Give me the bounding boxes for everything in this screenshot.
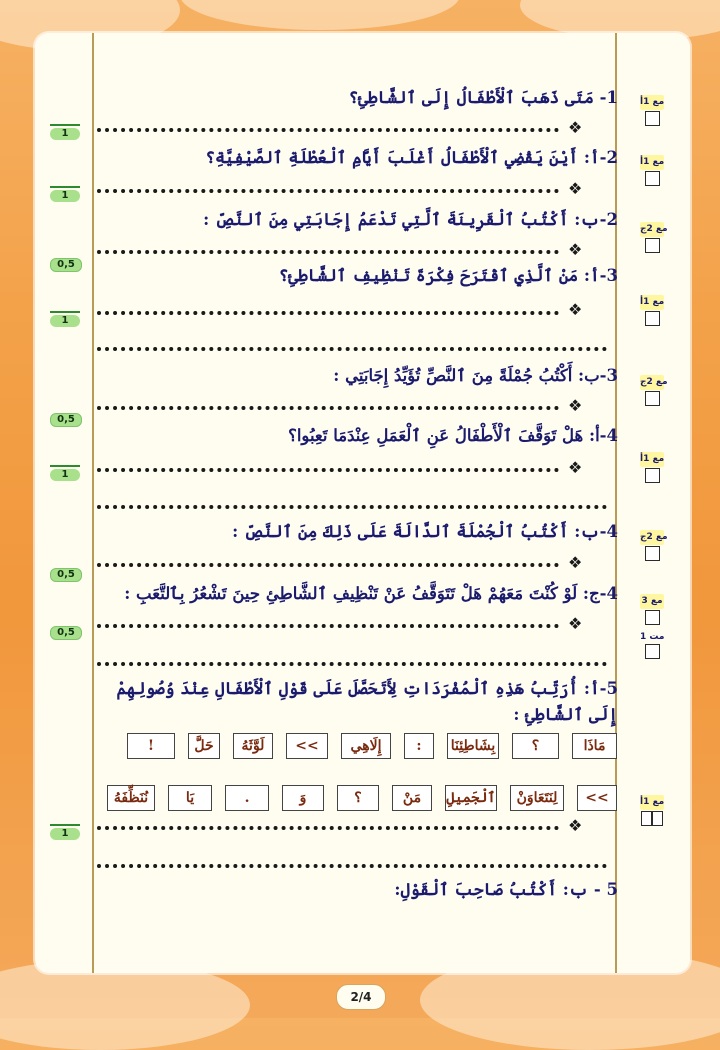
criterion-box[interactable]: مع 1أ — [640, 295, 664, 326]
bullet-icon: ❖ — [568, 300, 583, 319]
bullet-icon: ❖ — [568, 458, 583, 477]
bullet-icon: ❖ — [568, 614, 583, 633]
answer-line[interactable] — [97, 654, 607, 666]
word-tile[interactable]: بِشَاطِئِنَا — [447, 733, 499, 759]
word-tile[interactable]: ٱلْجَمِيلِ — [445, 785, 497, 811]
word-tiles-row — [127, 733, 617, 759]
word-tile[interactable]: >> — [577, 785, 617, 811]
word-tile[interactable]: >> — [286, 733, 328, 759]
answer-line[interactable] — [97, 120, 559, 132]
cloud-decoration — [0, 960, 250, 1050]
answer-line[interactable] — [97, 818, 559, 830]
answer-line[interactable] — [97, 242, 559, 254]
word-tile[interactable]: يَا — [168, 785, 212, 811]
score-badge: 1 — [50, 190, 80, 202]
score-badge: 1 — [50, 315, 80, 327]
bullet-icon: ❖ — [568, 396, 583, 415]
answer-line[interactable] — [97, 303, 559, 315]
criterion-box[interactable]: مت 1 — [640, 632, 664, 659]
question-5a: 5-أ: أُرَتِّبُ هَذِهِ ٱلْمُفْرَدَاتِ لِأَتَحَصَّلَ عَلَى قَوْلِ ٱلْأَطْفَالِ عِنْدَ وُصُولِهِمْ إِلَى ٱلشَّاطِئِ : — [116, 679, 618, 724]
score-badge: 0,5 — [50, 568, 82, 582]
question-3b: 3-ب: أَكْتُبُ جُمْلَةً مِنَ ٱلنَّصِّ تُؤَيِّدُ إِجَابَتِي : — [333, 366, 618, 385]
word-tile[interactable]: لِنَتَعَاوَنْ — [510, 785, 564, 811]
question-4c: 4-ج: لَوْ كُنْتَ مَعَهُمْ هَلْ تَتَوَقَّفُ عَنْ تَنْظِيفِ ٱلشَّاطِئِ حِينَ تَشْعُرُ بِٱلتَّعَبِ : — [124, 584, 618, 603]
word-tiles-row — [107, 785, 617, 811]
question-4a: 4-أ: هَلْ تَوَقَّفَ ٱلْأَطْفَالُ عَنِ ٱلْعَمَلِ عِنْدَمَا تَعِبُوا؟ — [288, 426, 618, 445]
criterion-box[interactable]: مع 2ج — [640, 375, 664, 406]
margin-line-right — [615, 33, 617, 973]
bullet-icon: ❖ — [568, 179, 583, 198]
bullet-icon: ❖ — [568, 816, 583, 835]
criterion-box[interactable]: مع 3 — [640, 594, 664, 625]
word-tile[interactable]: إِلَاهِي — [341, 733, 391, 759]
word-tile[interactable]: ؟ — [512, 733, 559, 759]
criterion-box[interactable]: مع 2ج — [640, 530, 664, 561]
bullet-icon: ❖ — [568, 118, 583, 137]
score-badge: 1 — [50, 469, 80, 481]
word-tile[interactable]: . — [225, 785, 269, 811]
word-tile[interactable]: حَلَّ — [188, 733, 220, 759]
score-badge: 1 — [50, 128, 80, 140]
criterion-box[interactable]: مع 1أ — [640, 155, 664, 186]
bullet-icon: ❖ — [568, 240, 583, 259]
question-1: 1- مَتَى ذَهَبَ ٱلْأَطْفَالُ إِلَى ٱلشَّاطِئِ؟ — [348, 88, 618, 107]
answer-line[interactable] — [97, 460, 559, 472]
criterion-box[interactable]: مع 2ج — [640, 222, 664, 253]
answer-line[interactable] — [97, 398, 559, 410]
criterion-box[interactable]: مع 1أ — [640, 795, 664, 826]
word-tile[interactable]: ! — [127, 733, 175, 759]
criterion-box[interactable]: مع 1أ — [640, 95, 664, 126]
margin-line-left — [92, 33, 94, 973]
cloud-decoration — [180, 0, 460, 30]
score-badge: 1 — [50, 828, 80, 840]
criterion-box[interactable]: مع 1أ — [640, 452, 664, 483]
score-badge: 0,5 — [50, 626, 82, 640]
word-tile[interactable]: مَاذَا — [572, 733, 617, 759]
question-2b: 2-ب: أَكْتُبُ ٱلْقَرِينَةَ ٱلَّتِي تَدْعَمُ إِجَابَتِي مِنَ ٱلنَّصِّ : — [203, 210, 618, 229]
answer-line[interactable] — [97, 497, 607, 509]
question-2a: 2-أ: أَيْنَ يَقْضِي ٱلْأَطْفَالُ أَغْلَبَ أَيَّامِ ٱلْعُطْلَةِ ٱلصَّيْفِيَّةِ؟ — [205, 148, 618, 167]
answer-line[interactable] — [97, 181, 559, 193]
question-4b: 4-ب: أَكْتُبُ ٱلْجُمْلَةَ ٱلدَّالَةَ عَلَى ذَلِكَ مِنَ ٱلنَّصِّ : — [232, 522, 618, 541]
word-tile[interactable]: لَوَّثَهُ — [233, 733, 273, 759]
word-tile[interactable]: مَنْ — [392, 785, 432, 811]
question-5b: 5 - ب: أَكْتُبُ صَاحِبَ ٱلْقَوْلِ: — [394, 880, 618, 899]
bullet-icon: ❖ — [568, 553, 583, 572]
word-tile[interactable]: ؟ — [337, 785, 379, 811]
question-3a: 3-أ: مَنْ ٱلَّذِي ٱقْتَرَحَ فِكْرَةَ تَنْظِيفِ ٱلشَّاطِئِ؟ — [278, 266, 618, 285]
word-tile[interactable]: : — [404, 733, 434, 759]
word-tile[interactable]: نُنَظِّفَهُ — [107, 785, 155, 811]
score-badge: 0,5 — [50, 413, 82, 427]
answer-line[interactable] — [97, 616, 559, 628]
answer-line[interactable] — [97, 856, 607, 868]
word-tile[interactable]: وَ — [282, 785, 324, 811]
answer-line[interactable] — [97, 339, 607, 351]
answer-line[interactable] — [97, 555, 559, 567]
page-number: 2/4 — [336, 984, 386, 1010]
score-badge: 0,5 — [50, 258, 82, 272]
